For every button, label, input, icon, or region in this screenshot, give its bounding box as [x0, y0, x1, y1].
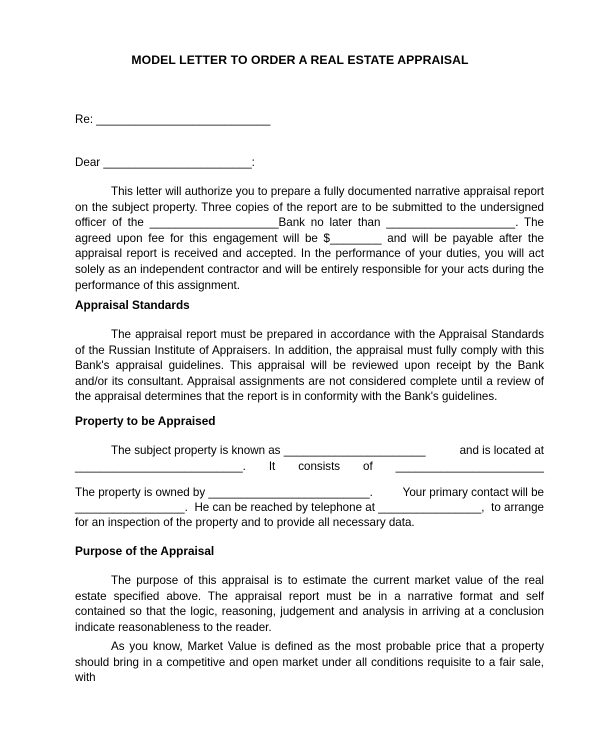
property-telephone: He can be reached by telephone at ________________, — [194, 501, 485, 514]
property-row-3 — [75, 485, 544, 501]
intro-paragraph — [75, 184, 544, 293]
purpose-paragraph-2 — [75, 639, 544, 686]
property-owner: The property is owned by _________________________. — [75, 486, 373, 499]
property-located-at: and is located at — [459, 444, 544, 457]
property-known-as: The subject property is known as ______________________ — [111, 444, 426, 457]
property-to-arrange: to arrange — [491, 501, 544, 514]
purpose-paragraph-1 — [75, 573, 544, 635]
property-row-1 — [75, 443, 544, 459]
purpose-paragraph-2-text: As you know, Market Value is defined as the most probable price that a property should bring in a competitive and open market under all conditions requisite to a fair sale, with — [75, 640, 544, 685]
property-primary-contact: Your primary contact will be — [402, 486, 544, 499]
property-contact-blank: _________________. — [75, 501, 188, 514]
property-row-2 — [75, 459, 544, 475]
document-title: MODEL LETTER TO ORDER A REAL ESTATE APPRAISAL — [131, 53, 469, 67]
property-consists: consists — [298, 460, 341, 473]
property-heading: Property to be Appraised — [75, 414, 216, 428]
property-consists-blank: _______________________ — [395, 460, 544, 473]
appraisal-standards-paragraph — [75, 327, 544, 405]
property-row-5: for an inspection of the property and to provide all necessary data. — [75, 516, 415, 529]
purpose-paragraph-1-text: The purpose of this appraisal is to estimate the current market value of the real estate specified above. The appraisal report must be in a narrative format and self contained so that the logic, reasoning, judgement and analysis in arriving at a conclusion indicate reasonableness to the reader. — [75, 574, 544, 634]
property-of: of — [363, 460, 373, 473]
purpose-heading: Purpose of the Appraisal — [75, 544, 215, 558]
appraisal-standards-text: The appraisal report must be prepared in accordance with the Appraisal Standards of the Russian Institute of Appraisers. In addition, the appraisal must fully comply with this Bank's appraisal guidelines. This appraisal will be reviewed upon receipt by the Bank and/or its consultant. Appraisal assignments are not considered complete until a review of the appraisal determines that the report is in conformity with the Bank's guidelines. — [75, 328, 544, 404]
property-row-4 — [75, 500, 544, 516]
intro-paragraph-text: This letter will authorize you to prepare a fully documented narrative appraisal report on the subject property. Three copies of the report are to be submitted to the undersigned officer of the ____________________Bank no later than ____________________. The agreed upon fee for this engagement will be $________ and will be payable after the appraisal report is received and accepted. In the performance of your duties, you will act solely as an independent contractor and will be entirely responsible for your acts during the performance of this assignment. — [75, 185, 544, 292]
property-location-blank: __________________________. — [75, 460, 246, 473]
salutation-line: Dear _______________________: — [75, 156, 255, 169]
property-it: It — [268, 460, 276, 473]
re-line: Re: ___________________________ — [75, 113, 271, 126]
appraisal-standards-heading: Appraisal Standards — [75, 298, 190, 312]
